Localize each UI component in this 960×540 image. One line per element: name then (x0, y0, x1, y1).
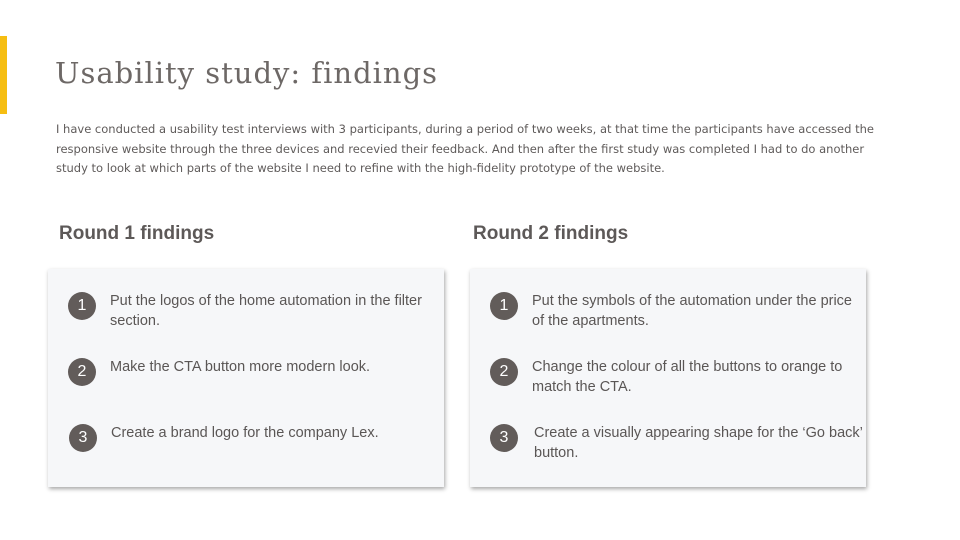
finding-text: Put the symbols of the automation under the price of the apartments. (532, 293, 852, 329)
page-title: Usability study: findings (55, 56, 439, 90)
number-badge: 3 (490, 424, 518, 452)
finding-text: Create a visually appearing shape for the ‘Go back’ button. (534, 425, 863, 461)
finding-item (490, 291, 862, 331)
intro-paragraph: I have conducted a usability test interviews with 3 participants, during a period of two weeks, at that time the participants have accessed the responsive website through the three devices and recevied their feedback. And then after the first study was completed I had to do another study to look at which parts of the website I need to refine with the high-fidelity prototype of the website. (56, 122, 874, 175)
finding-item (68, 291, 440, 331)
number-badge: 3 (69, 424, 97, 452)
finding-text: Create a brand logo for the company Lex. (111, 425, 379, 441)
finding-item (490, 423, 864, 463)
round-1-heading: Round 1 findings (59, 223, 215, 244)
round-2-heading: Round 2 findings (473, 223, 629, 244)
round-2-findings-card (470, 269, 866, 487)
finding-text: Make the CTA button more modern look. (110, 359, 371, 375)
number-badge: 1 (490, 292, 518, 320)
number-badge: 2 (490, 358, 518, 386)
round-1-findings-card (48, 269, 444, 487)
number-badge: 1 (68, 292, 96, 320)
finding-item (68, 357, 440, 386)
finding-item (69, 423, 441, 452)
finding-text: Put the logos of the home automation in the filter section. (110, 293, 422, 329)
number-badge: 2 (68, 358, 96, 386)
finding-item (490, 357, 862, 397)
accent-bar (0, 36, 7, 114)
finding-text: Change the colour of all the buttons to orange to match the CTA. (532, 359, 843, 395)
